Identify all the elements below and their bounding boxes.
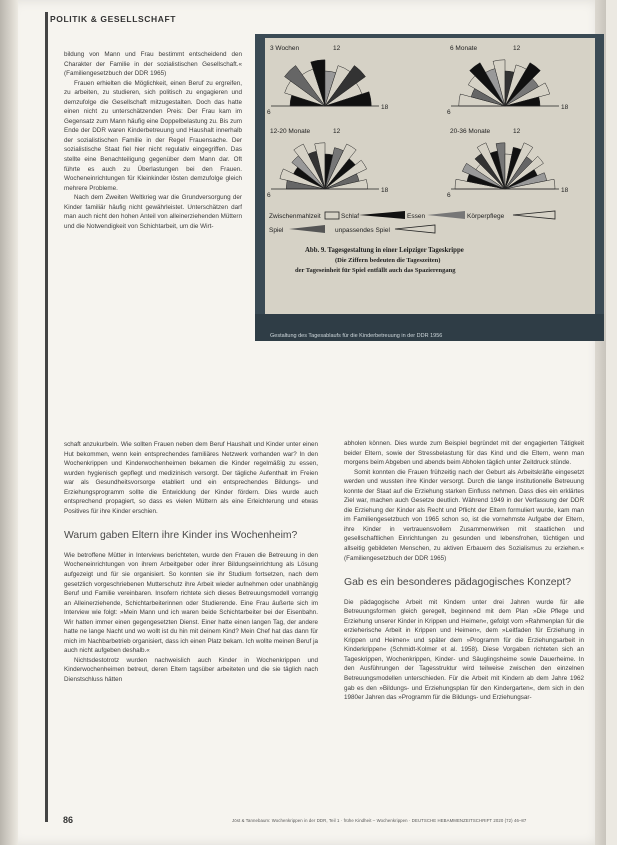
column-right	[344, 439, 584, 703]
paragraph: schaft anzukurbeln. Wie sollten Frauen neben dem Beruf Haushalt und Kinder unter einen Hut bekommen, wenn kein entsprechendes familiäres Netzwerk vorhanden war? In den Wochenkrippen und Kinderwochenheimen bekamen die Kinder regelmäßig zu essen, wurden hygienisch gepflegt und medizinisch versorgt. Der tägliche Aufenthalt im Freien war als Gesundheitsvorsorge etabliert und ein entsprechendes Bildungs- und Erziehungsprogramm sollte die Entwicklung der Kinder fördern. Dies wurde auch entsprechend propagiert, so dass es vielen Müttern als eine Erleichterung und etwas Positives für ihre Kinder erschien.	[64, 441, 318, 515]
figure-caption-2: (Die Ziffern bedeuten die Tageszeiten)	[335, 257, 441, 264]
paragraph: Nach dem Zweiten Weltkrieg war die Grundversorgung der Kinder familiär häufig nicht gewährleistet. Unterschätzen darf man auch nicht den hohen Anteil von alleinerziehenden Müttern und die Notwendigkeit von Schichtarbeit, um die Wirt-	[64, 194, 242, 230]
paragraph: Somit konnten die Frauen frühzeitig nach der Geburt als Arbeitskräfte eingesetzt werden und wussten ihre Kinder versorgt. Durch die lange institutionelle Betreuung konnte der Staat auf die Erziehung starken Einfluss nehmen. Dass dies ein erklärtes Ziel war, machen auch Gesetze deutlich. Während 1949 in der Verfassung der DDR die Erziehung der Kinder als Recht und Pflicht der Eltern formuliert wurde, kam man im Familiengesetzbuch von 1965 schon so, ist die vornehmste Aufgabe der Eltern, ihre Kinder in vertrauensvollem Zusammenwirken mit staatlichen und gesellschaftlichen Einrichtungen zu gesunden und lebensfrohen, tüchtigen und allseitig gebildeten Menschen, zu aktiven Erbauern des Sozialismus zu erziehen.« (Familiengesetzbuch der DDR 1965)	[344, 468, 584, 562]
fan-tick-top: 12	[513, 45, 521, 52]
legend-schlaf: Schlaf	[341, 213, 360, 220]
column-top-left	[64, 50, 242, 231]
figure-photo	[255, 34, 604, 341]
fan-label: 12-20 Monate	[270, 128, 311, 135]
legend-spiel: Spiel	[269, 227, 284, 234]
legend-koerperpflege: Körperpflege	[467, 213, 505, 220]
paragraph: bildung von Mann und Frau bestimmt entscheidend den Charakter der Familie in der sozialistischen Gesellschaft.« (Familiengesetzbuch der DDR 1965)	[64, 51, 242, 78]
fan-tick-top: 12	[333, 45, 341, 52]
paragraph: Wie betroffene Mütter in Interviews berichteten, wurde den Frauen die Betreuung in den Wocheneinrichtungen von ihrem Arbeitgeber oder ihrer Bildungseinrichtung als Lösung aufgezeigt und für sie organisiert. So konnten sie ihr Studium fortsetzen, nach dem gesetzlich vorgeschriebenen Mutterschutz ihre Arbeit wieder aufnehmen oder unabhängig Beruf und Familie vereinbaren. Insofern richtete sich dieses Betreuungsmodell vorrangig an Alleinerziehende, Schichtarbeiterinnen oder Studierende. Eine Frau äußerte sich im Interview wie folgt: »Mein Mann und ich waren beide Schichtarbeiter bei der Eisenbahn. Wir hatten immer einen gegengesetzten Dienst. Einer hatte einen langen Tag, der andere hatte ne lange Nacht und wo wollt ist du hin mit deinem Kind? Mein Chef hat das dann für mich im Nachbarbetrieb organisiert, dass ich einen Platz bekam. Ich wollte meinen Beruf ja auch nicht aufgeben deshalb.«	[64, 551, 318, 655]
figure-caption-1: Abb. 9. Tagesgestaltung in einer Leipziger Tageskrippe	[305, 247, 464, 254]
tagesgestaltung-figure	[255, 34, 604, 341]
section-label: POLITIK & GESELLSCHAFT	[50, 14, 177, 24]
section-heading: Warum gaben Eltern ihre Kinder ins Wochenheim?	[64, 530, 298, 542]
fan-tick-left: 6	[267, 109, 271, 116]
fan-tick-right: 18	[381, 187, 389, 194]
photo-caption: Gestaltung des Tagesablaufs für die Kinderbetreuung in der DDR 1956	[270, 333, 443, 339]
fan-label: 6 Monate	[450, 45, 478, 52]
fan-tick-left: 6	[267, 192, 271, 199]
fan-label: 20-36 Monate	[450, 128, 491, 135]
fan-tick-top: 12	[333, 128, 341, 135]
legend-essen: Essen	[407, 213, 426, 220]
fan-tick-left: 6	[447, 192, 451, 199]
binding-spine	[0, 0, 18, 845]
fan-tick-right: 18	[381, 104, 389, 111]
fan-label: 3 Wochen	[270, 45, 300, 52]
figure-caption-3: der Tageseinheit für Spiel entfällt auch das Spazierengang	[295, 267, 456, 274]
section-heading: Gab es ein besonderes pädagogisches Konzept?	[344, 577, 572, 589]
legend-unpassendes: unpassendes Spiel	[335, 227, 390, 234]
paragraph: Frauen erhielten die Möglichkeit, einen Beruf zu ergreifen, zu arbeiten, zu studieren, sich politisch zu engagieren und demzufolge die Gesellschaft mitzugestalten. Doch das hatte einen nicht zu unterschätzenden Preis: Der Frau kam im Gegensatz zum Mann häufig eine Doppelbelastung zu. Bis zum Ende der DDR waren Kinderbetreuung und Haushalt innerhalb der sozialistischen Familie in der Regel Frauensache. Der sozialistische Staat fiel hier nicht regulativ eingegriffen. Das stellte eine Benachteiligung gegenüber dem Mann dar. Oft führte es auch zu Überlastungen bei den Frauen. Wocheneinrichtungen für Kleinkinder lösten demzufolge gleich mehrere Probleme.	[64, 79, 242, 192]
fan-tick-top: 12	[513, 128, 521, 135]
margin-rule	[45, 12, 48, 822]
column-left	[64, 440, 318, 685]
fan-tick-right: 18	[561, 104, 569, 111]
page-number: 86	[63, 815, 74, 825]
paragraph: Die pädagogische Arbeit mit Kindern unter drei Jahren wurde für alle Betreuungsformen gleich geregelt, beginnend mit dem Plan »Die Pflege und Erziehung unserer Kinder in Krippen und Heimen«, gefolgt vom »Rahmenplan für die erzieherische Arbeit in Krippen und Heimen«, dem »Leitfaden für Erziehung in Krippen und Heimen« und später dem »Programm für die Erziehungsarbeit in Kinderkrippen« (Schmidt-Kolmer et al. 1958). Diese Vorgaben richteten sich an Tageskrippen, Wochenkrippen, Kinder- und Säuglingsheime sowie Dauerheime. In den Ausführungen der Tagesstruktur wird teilweise zwischen den einzelnen Betreuungsmodellen unterschieden. Für die Arbeit mit Kindern ab dem Jahre 1962 gab es den »Bildungs- und Erziehungsplan für den Kindergarten«, dem sich in den 1980er Jahren das »Programm für die Bildungs- und Erziehungsar-	[344, 598, 584, 702]
paragraph: Nichtsdestotrotz wurden nachweislich auch Kinder in Wochenkrippen und Kinderwochenheimen betreut, deren Eltern tagsüber arbeiteten und die sie täglich nach Dienstschluss hätten	[64, 656, 318, 683]
footer-source: Jöst & Tannebaum: Wochenkrippen in der DDR, Teil 1 · frühe Kindheit – Wochenkrippen · DEUTSCHE HEBAMMENZEITSCHRIFT 2020 (72) 46–87	[232, 818, 527, 823]
paragraph: abholen können. Dies wurde zum Beispiel begründet mit der engagierten Tätigkeit beider Eltern, sowie der Stressbelastung für das Kind und die Eltern, wenn man morgens beim Abgeben und abends beim Abholen täglich unter Zeitdruck stünde.	[344, 440, 584, 467]
fan-tick-right: 18	[561, 187, 569, 194]
fan-tick-left: 6	[447, 109, 451, 116]
legend-zwischenmahlzeit: Zwischenmahlzeit	[269, 213, 321, 220]
